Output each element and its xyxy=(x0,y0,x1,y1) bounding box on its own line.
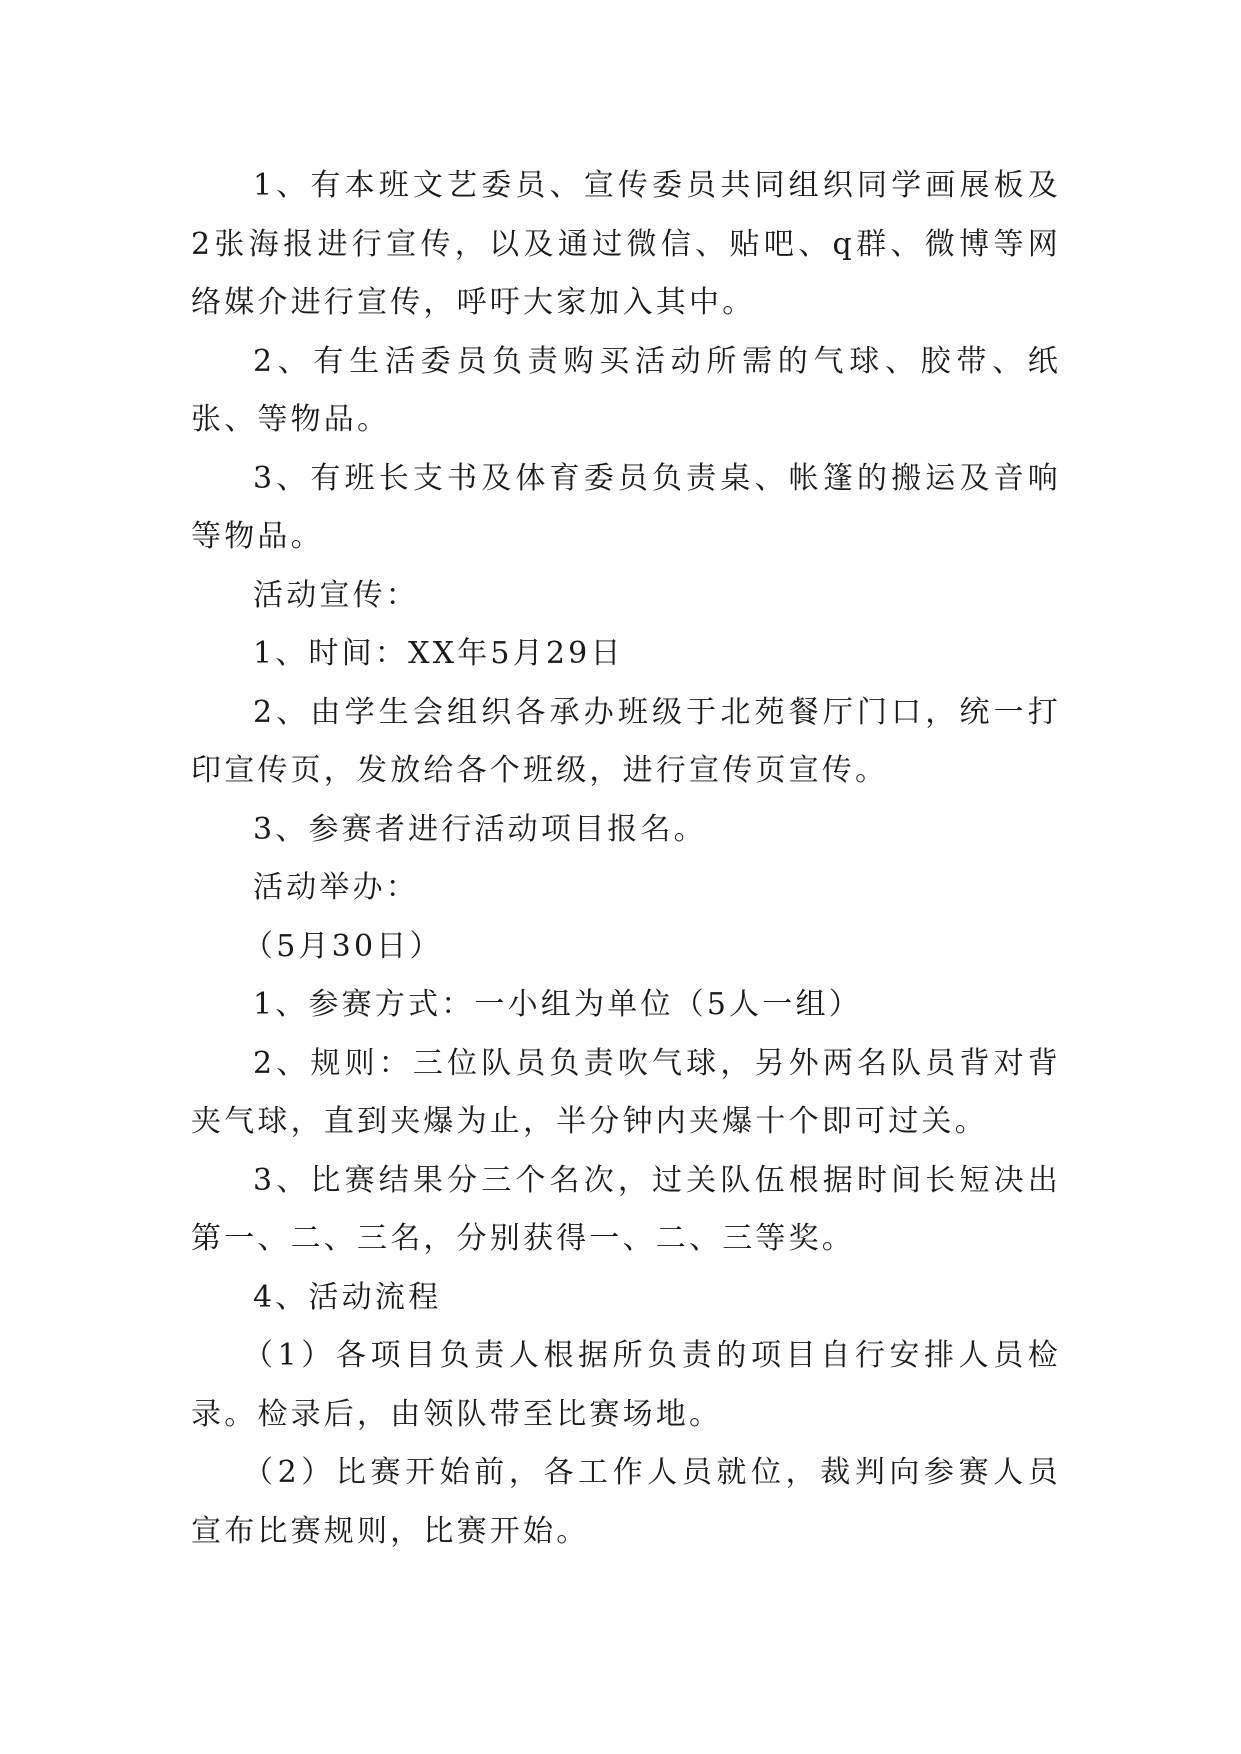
paragraph: 1、时间：XX年5月29日 xyxy=(253,636,624,671)
paragraph: 2、规则：三位队员负责吹气球，另外两名队员背对背夹气球，直到夹爆为止，半分钟内夹爆十个即可过关。 xyxy=(191,1045,1061,1139)
paragraph: 3、有班长支书及体育委员负责桌、帐篷的搬运及音响等物品。 xyxy=(191,460,1061,554)
document-body xyxy=(191,157,1061,1561)
paragraph: 2、有生活委员负责购买活动所需的气球、胶带、纸张、等物品。 xyxy=(191,343,1061,437)
section-heading: 活动举办： xyxy=(253,870,419,905)
paragraph: 4、活动流程 xyxy=(253,1279,442,1315)
paragraph: （2）比赛开始前，各工作人员就位，裁判向参赛人员宣布比赛规则，比赛开始。 xyxy=(191,1455,1061,1549)
paragraph: 1、有本班文艺委员、宣传委员共同组织同学画展板及2张海报进行宣传，以及通过微信、贴吧、q群、微博等网络媒介进行宣传，呼吁大家加入其中。 xyxy=(191,168,1061,320)
paragraph: （1）各项目负责人根据所负责的项目自行安排人员检录。检录后，由领队带至比赛场地。 xyxy=(191,1338,1061,1432)
section-heading: 活动宣传： xyxy=(253,577,419,613)
paragraph: 3、比赛结果分三个名次，过关队伍根据时间长短决出第一、二、三名，分别获得一、二、三等奖。 xyxy=(191,1162,1061,1256)
paragraph: 2、由学生会组织各承办班级于北苑餐厅门口，统一打印宣传页，发放给各个班级，进行宣传页宣传。 xyxy=(191,694,1061,788)
paragraph: （5月30日） xyxy=(243,928,443,964)
paragraph: 3、参赛者进行活动项目报名。 xyxy=(253,811,707,847)
paragraph: 1、参赛方式：一小组为单位（5人一组） xyxy=(253,987,862,1022)
